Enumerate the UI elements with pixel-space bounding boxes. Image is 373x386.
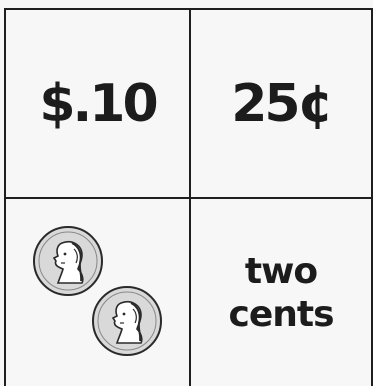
card-value-text: $.10 — [39, 73, 156, 134]
card-word-line: two — [244, 250, 318, 292]
card-value-text: 25¢ — [231, 73, 331, 134]
penny-coin-icon — [91, 285, 163, 357]
card-ten-cents-dollar — [6, 10, 189, 197]
card-coins — [6, 199, 189, 386]
card-word-line: cents — [228, 293, 334, 335]
card-two-cents-words — [191, 199, 371, 386]
card-twenty-five-cents — [191, 10, 371, 197]
